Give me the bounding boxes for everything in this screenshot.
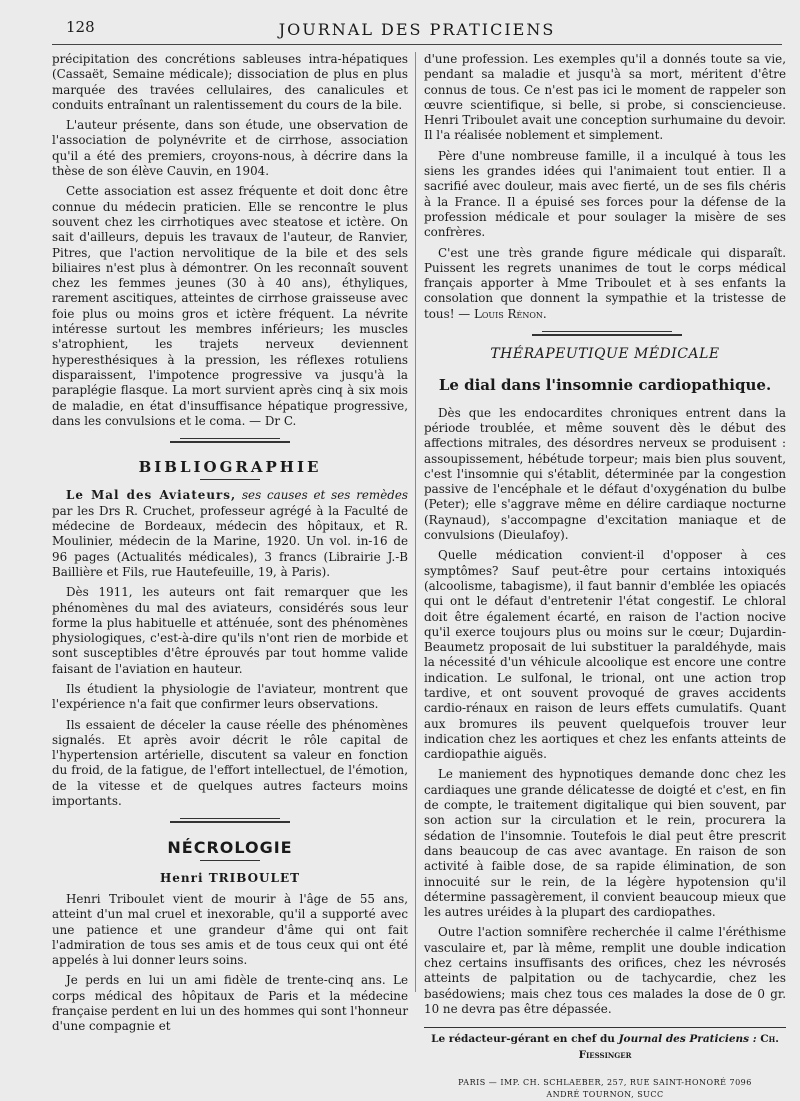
- book-title: Le Mal des Aviateurs,: [66, 488, 237, 503]
- article-title: Le dial dans l'insomnie cardiopathique.: [438, 376, 772, 395]
- paragraph: Dès 1911, les auteurs ont fait remarquer que les phénomènes du mal des aviateurs, considérés sous leur forme la plus habituelle et atténuée, sont des phénomènes physiologiques, c'est-à-dire qu'ils n'ont rien de morbide et sont susceptibles d'être éprouvés par tout homme valide faisant de l'aviation en hauteur.: [52, 585, 408, 676]
- paragraph: Henri Triboulet vient de mourir à l'âge de 55 ans, atteint d'un mal cruel et inexorable, qu'il a supporté avec une patience et une grandeur d'âme qui ont fait l'admiration de tous ses amis et de tous ceux qui ont été appelés à lui donner leurs soins.: [52, 891, 408, 968]
- imprint-line: PARIS — IMP. CH. SCHLAEBER, 257, RUE SAINT-HONORÉ 7096: [458, 1077, 752, 1087]
- deceased-name: Henri TRIBOULET: [159, 870, 301, 885]
- page-header: [52, 14, 782, 45]
- paragraph: Le maniement des hypnotiques demande donc chez les cardiaques une grande délicatesse de doigté et c'est, en fin de compte, le traitement digitalique qui bien souvent, par son action sur la circulation et le rein, procurera la sédation de l'insomnie. Toutefois le dial peut être prescrit dans beaucoup de cas avec avantage. En raison de son activité à faible dose, de sa rapide élimination, de son innocuité sur le rein, de la légère hypotension qu'il détermine passagèrement, il convient beaucoup mieux que les autres uréides à la plupart des cardiopathes.: [424, 767, 786, 920]
- heading-rule: [200, 860, 260, 861]
- printer-imprint: [424, 1077, 786, 1101]
- necrology-heading: NÉCROLOGIE: [167, 838, 293, 858]
- section-separator: [424, 327, 786, 341]
- imprint-line: ANDRÉ TOURNON, SUCC: [546, 1089, 664, 1099]
- paragraph: Père d'une nombreuse famille, il a inculqué à tous les siens les grandes idées qui l'animaient tout entier. Il a sacrifié avec douleur, mais avec fierté, un de ses fils chéris à la France. Il a épuisé ses forces pour la défense de la profession médicale et pour soulager la misère de ses confrères.: [424, 148, 786, 240]
- heading-rule: [200, 479, 260, 480]
- author-signature: Louis Rénon.: [473, 306, 547, 321]
- paragraph: d'une profession. Les exemples qu'il a donnés toute sa vie, pendant sa maladie et jusqu'à sa mort, méritent d'être connus de tous. Ce n'est pas ici le moment de rappeler son œuvre scientifique, si belle, si probe, si consciencieuse. Henri Triboulet avait une conception surhumaine du devoir. Il l'a réalisée noblement et simplement.: [424, 52, 786, 143]
- section-separator: [52, 814, 408, 828]
- column-divider: [415, 52, 416, 992]
- paragraph: Je perds en lui un ami fidèle de trente-cinq ans. Le corps médical des hôpitaux de Paris et la médecine française perdent en lui un des hommes qui sont l'honneur d'une compagnie et: [52, 973, 408, 1034]
- paragraph-text: C'est une très grande figure médicale qui disparaît. Puissent les regrets unanimes de tout le corps médical français apporter à Mme Triboulet et à ses enfants la consolation que donnent la sympathie et la tristesse de tous! —: [424, 245, 786, 321]
- editor-credit: [424, 1027, 786, 1063]
- bibliography-heading: BIBLIOGRAPHIE: [138, 458, 322, 477]
- book-subtitle: ses causes et ses remèdes: [241, 488, 408, 503]
- book-details: par les Drs R. Cruchet, professeur agrégé à la Faculté de médecine de Bordeaux, médecin des hôpitaux, et R. Moulinier, médecin de la Marine, 1920. Un vol. in-16 de 96 pages (Actualités médicales), 3 francs (Librairie J.-B Baillière et Fils, rue Hautefeuille, 19, à Paris).: [52, 503, 408, 579]
- editor-credit-journal: Journal des Praticiens :: [618, 1033, 757, 1046]
- paragraph: Dès que les endocardites chroniques entrent dans la période troublée, et même souvent dès le début des affections mitrales, des désordres nerveux se produisent : assoupissement, hébétude torpeur; mais bien plus souvent, c'est l'insomnie qui s'établit, déterminée par la congestion passive de l'encéphale et le défaut d'oxygénation du bulbe (Peter); elle s'aggrave même en délire cardiaque nocturne (Raynaud), s'accompagne d'excitation maniaque et de convulsions (Dieulafoy).: [424, 405, 786, 543]
- journal-title: JOURNAL DES PRATICIENS: [278, 19, 556, 39]
- section-separator: [52, 434, 408, 448]
- paragraph: Quelle médication convient-il d'opposer à ces symptômes? Sauf peut-être pour certains intoxiqués (alcoolisme, tabagisme), il faut bannir d'emblée les opiacés qui ont le défaut d'entretenir l'état congestif. Le chloral doit être également écarté, en raison de l'action nocive qu'il exerce toujours plus ou moins sur le cœur; Dujardin-Beaumetz proposait de lui substituer la paraldéhyde, mais la nécessité d'un véhicule alcoolique est encore une contre indication. Le sulfonal, le trional, ont une action trop tardive, et ont souvent provoqué de graves accidents cardio-rénaux en raison de leurs effets cumulatifs. Quant aux bromures ils peuvent quelquefois trouver leur indication chez les aortiques et chez les enfants atteints de cardiopathie aiguës.: [424, 548, 786, 762]
- page-number: 128: [66, 18, 95, 36]
- paragraph: L'auteur présente, dans son étude, une observation de l'association de polynévrite et de cirrhose, association qu'il a été des premiers, croyons-nous, à décrire dans la thèse de son élève Cauvin, en 1904.: [52, 118, 408, 179]
- book-reference: [52, 488, 408, 580]
- paragraph: Ils étudient la physiologie de l'aviateur, montrent que l'expérience n'a fait que confirmer leurs observations.: [52, 681, 408, 712]
- editor-credit-prefix: Le rédacteur-gérant en chef du: [431, 1033, 615, 1046]
- right-column: [424, 52, 786, 1099]
- paragraph: [424, 246, 786, 322]
- editor-name: Ch. Fiessinger: [578, 1033, 779, 1061]
- rubric-heading: THÉRAPEUTIQUE MÉDICALE: [490, 346, 720, 363]
- left-column: [52, 52, 408, 1049]
- paragraph: précipitation des concrétions sableuses intra-hépatiques (Cassaët, Semaine médicale); dissociation de plus en plus marquée des travées cellulaires, des canalicules et conduits entraînant un ralentissement du cours de la bile.: [52, 52, 408, 112]
- paragraph: Outre l'action somnifère recherchée il calme l'éréthisme vasculaire et, par là même, remplit une double indication chez certains insuffisants des orifices, chez les névrosés atteints de palpitation ou de tachycardie, chez les basédowiens; mais chez tous ces malades la dose de 0 gr. 10 ne devra pas être dépassée.: [424, 925, 786, 1016]
- paragraph: Cette association est assez fréquente et doit donc être connue du médecin praticien. Elle se rencontre le plus souvent chez les cirrhotiques avec steatose et ictère. On sait d'ailleurs, depuis les travaux de l'auteur, de Ranvier, Pitres, que l'action nervolitique de la bile et des sels biliaires n'est plus à démontrer. On les reconnaît souvent chez les femmes jeunes (30 à 40 ans), éthyliques, rarement ascitiques, atteintes de cirrhose graisseuse avec foie plus ou moins gros et ictère fréquent. La névrite intéresse surtout les membres inférieurs; les muscles s'atrophient, les trajets nerveux deviennent hyperesthésiques à la pression, les réflexes rotuliens disparaissent, l'impotence progressive va jusqu'à la paraplégie flasque. La mort survient après cinq à six mois de maladie, en état d'insuffisance hépatique progressive, dans les convulsions et le coma. — Dr C.: [52, 184, 408, 428]
- paragraph: Ils essaient de déceler la cause réelle des phénomènes signalés. Et après avoir décrit le rôle capital de l'hypertension artérielle, discutent sa valeur en fonction du froid, de la fatigue, de l'effort intellectuel, de l'émotion, de la vitesse et de quelques autres facteurs moins importants.: [52, 717, 408, 809]
